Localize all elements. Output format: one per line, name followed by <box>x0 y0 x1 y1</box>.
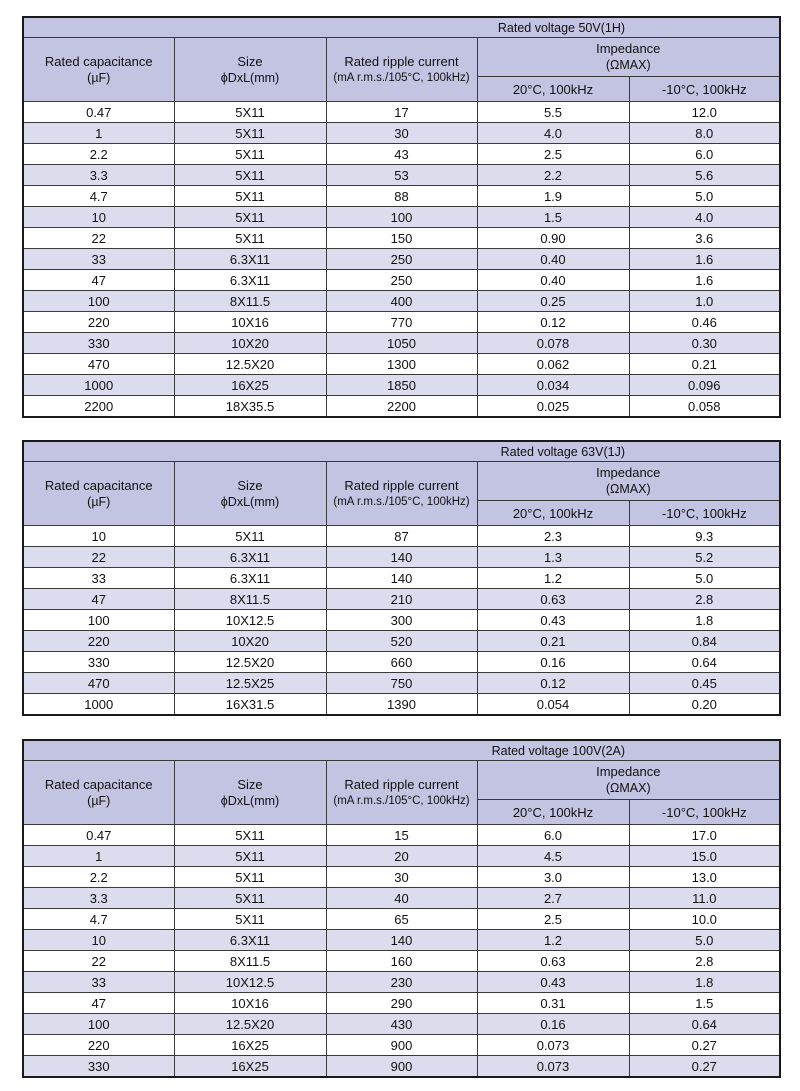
table-row <box>23 1014 780 1035</box>
cell-capacitance: 1 <box>23 123 174 144</box>
cell-capacitance: 10 <box>23 930 174 951</box>
header-impedance-minus10c: -10°C, 100kHz <box>629 800 780 825</box>
cell-capacitance: 33 <box>23 249 174 270</box>
table-row <box>23 270 780 291</box>
table-row <box>23 846 780 867</box>
cell-capacitance: 47 <box>23 270 174 291</box>
cell-impedance-20c: 1.2 <box>477 568 629 589</box>
cell-size: 5X11 <box>174 123 326 144</box>
table-title: Rated voltage 63V(1J) <box>23 441 780 462</box>
cell-ripple-current: 150 <box>326 228 477 249</box>
cell-impedance-20c: 2.5 <box>477 144 629 165</box>
cell-impedance-minus10c: 11.0 <box>629 888 780 909</box>
cell-ripple-current: 750 <box>326 673 477 694</box>
cell-impedance-20c: 5.5 <box>477 102 629 123</box>
table-row <box>23 144 780 165</box>
header-impedance-unit: (ΩMAX) <box>605 58 651 72</box>
cell-impedance-minus10c: 13.0 <box>629 867 780 888</box>
cell-ripple-current: 230 <box>326 972 477 993</box>
cell-ripple-current: 100 <box>326 207 477 228</box>
cell-impedance-minus10c: 1.6 <box>629 270 780 291</box>
cell-capacitance: 4.7 <box>23 186 174 207</box>
table-50v <box>22 16 781 418</box>
table-row <box>23 652 780 673</box>
cell-impedance-minus10c: 1.5 <box>629 993 780 1014</box>
cell-size: 12.5X20 <box>174 652 326 673</box>
table-row <box>23 631 780 652</box>
header-ripple-unit: (mA r.m.s./105°C, 100kHz) <box>333 71 470 84</box>
cell-capacitance: 3.3 <box>23 888 174 909</box>
cell-capacitance: 100 <box>23 1014 174 1035</box>
cell-ripple-current: 900 <box>326 1056 477 1078</box>
table-title: Rated voltage 50V(1H) <box>23 17 780 38</box>
cell-capacitance: 330 <box>23 333 174 354</box>
table-row <box>23 888 780 909</box>
header-impedance-minus10c: -10°C, 100kHz <box>629 501 780 526</box>
cell-size: 8X11.5 <box>174 589 326 610</box>
cell-ripple-current: 400 <box>326 291 477 312</box>
header-ripple <box>326 761 477 825</box>
table-row <box>23 610 780 631</box>
header-capacitance-unit: (µF) <box>87 793 111 808</box>
table-row <box>23 589 780 610</box>
cell-ripple-current: 17 <box>326 102 477 123</box>
header-ripple-unit: (mA r.m.s./105°C, 100kHz) <box>333 794 470 807</box>
cell-capacitance: 33 <box>23 972 174 993</box>
cell-impedance-minus10c: 0.096 <box>629 375 780 396</box>
header-size-unit: ϕDxL(mm) <box>220 70 280 85</box>
cell-impedance-minus10c: 9.3 <box>629 526 780 547</box>
cell-impedance-20c: 0.12 <box>477 312 629 333</box>
cell-impedance-20c: 0.40 <box>477 270 629 291</box>
cell-ripple-current: 160 <box>326 951 477 972</box>
table-row <box>23 867 780 888</box>
table-row <box>23 354 780 375</box>
cell-impedance-20c: 3.0 <box>477 867 629 888</box>
header-ripple-unit: (mA r.m.s./105°C, 100kHz) <box>333 495 470 508</box>
cell-ripple-current: 88 <box>326 186 477 207</box>
header-capacitance-unit: (µF) <box>87 70 111 85</box>
cell-capacitance: 220 <box>23 631 174 652</box>
cell-impedance-20c: 0.078 <box>477 333 629 354</box>
cell-capacitance: 47 <box>23 993 174 1014</box>
cell-impedance-20c: 0.63 <box>477 951 629 972</box>
header-capacitance-label: Rated capacitance <box>44 53 153 69</box>
cell-capacitance: 22 <box>23 228 174 249</box>
cell-ripple-current: 43 <box>326 144 477 165</box>
cell-size: 6.3X11 <box>174 547 326 568</box>
cell-size: 12.5X20 <box>174 354 326 375</box>
table-row <box>23 1035 780 1056</box>
cell-size: 5X11 <box>174 228 326 249</box>
cell-ripple-current: 250 <box>326 270 477 291</box>
cell-ripple-current: 1390 <box>326 694 477 716</box>
header-capacitance-unit: (µF) <box>87 494 111 509</box>
cell-impedance-20c: 0.054 <box>477 694 629 716</box>
cell-ripple-current: 65 <box>326 909 477 930</box>
cell-size: 5X11 <box>174 909 326 930</box>
cell-size: 12.5X20 <box>174 1014 326 1035</box>
header-capacitance <box>23 462 174 526</box>
cell-impedance-minus10c: 6.0 <box>629 144 780 165</box>
cell-impedance-minus10c: 0.64 <box>629 1014 780 1035</box>
cell-ripple-current: 250 <box>326 249 477 270</box>
cell-capacitance: 2.2 <box>23 867 174 888</box>
table-row <box>23 186 780 207</box>
table-row <box>23 951 780 972</box>
table-row <box>23 228 780 249</box>
cell-impedance-20c: 6.0 <box>477 825 629 846</box>
cell-capacitance: 2.2 <box>23 144 174 165</box>
cell-impedance-minus10c: 0.27 <box>629 1035 780 1056</box>
cell-capacitance: 470 <box>23 673 174 694</box>
cell-size: 5X11 <box>174 888 326 909</box>
cell-impedance-minus10c: 15.0 <box>629 846 780 867</box>
header-impedance-20c: 20°C, 100kHz <box>477 800 629 825</box>
cell-impedance-minus10c: 12.0 <box>629 102 780 123</box>
cell-size: 6.3X11 <box>174 568 326 589</box>
cell-impedance-minus10c: 5.0 <box>629 568 780 589</box>
table-row <box>23 972 780 993</box>
cell-impedance-20c: 0.63 <box>477 589 629 610</box>
cell-impedance-minus10c: 0.058 <box>629 396 780 418</box>
cell-impedance-minus10c: 1.0 <box>629 291 780 312</box>
cell-capacitance: 330 <box>23 652 174 673</box>
header-size-label: Size <box>237 53 263 69</box>
cell-ripple-current: 87 <box>326 526 477 547</box>
table-row <box>23 694 780 716</box>
table-row <box>23 207 780 228</box>
cell-size: 6.3X11 <box>174 249 326 270</box>
cell-size: 5X11 <box>174 186 326 207</box>
cell-capacitance: 0.47 <box>23 825 174 846</box>
cell-size: 16X25 <box>174 1056 326 1078</box>
cell-impedance-minus10c: 1.8 <box>629 972 780 993</box>
cell-impedance-20c: 2.2 <box>477 165 629 186</box>
header-impedance-20c: 20°C, 100kHz <box>477 501 629 526</box>
cell-capacitance: 1 <box>23 846 174 867</box>
table-row <box>23 396 780 418</box>
header-ripple-label: Rated ripple current <box>344 776 459 792</box>
cell-capacitance: 47 <box>23 589 174 610</box>
cell-capacitance: 4.7 <box>23 909 174 930</box>
cell-capacitance: 22 <box>23 547 174 568</box>
header-size <box>174 38 326 102</box>
cell-impedance-minus10c: 5.6 <box>629 165 780 186</box>
cell-impedance-20c: 0.90 <box>477 228 629 249</box>
table-row <box>23 930 780 951</box>
header-size-label: Size <box>237 477 263 493</box>
cell-ripple-current: 770 <box>326 312 477 333</box>
table-row <box>23 333 780 354</box>
cell-ripple-current: 140 <box>326 547 477 568</box>
cell-impedance-minus10c: 2.8 <box>629 951 780 972</box>
table-row <box>23 909 780 930</box>
table-row <box>23 375 780 396</box>
table-63v <box>22 440 781 716</box>
cell-impedance-20c: 0.12 <box>477 673 629 694</box>
header-impedance-unit: (ΩMAX) <box>605 482 651 496</box>
cell-impedance-minus10c: 4.0 <box>629 207 780 228</box>
cell-size: 10X12.5 <box>174 610 326 631</box>
cell-ripple-current: 30 <box>326 123 477 144</box>
cell-impedance-minus10c: 17.0 <box>629 825 780 846</box>
cell-size: 18X35.5 <box>174 396 326 418</box>
table-title: Rated voltage 100V(2A) <box>23 740 780 761</box>
cell-impedance-minus10c: 0.64 <box>629 652 780 673</box>
cell-ripple-current: 15 <box>326 825 477 846</box>
cell-impedance-20c: 0.073 <box>477 1035 629 1056</box>
cell-impedance-minus10c: 1.8 <box>629 610 780 631</box>
cell-impedance-20c: 2.5 <box>477 909 629 930</box>
cell-ripple-current: 140 <box>326 568 477 589</box>
cell-impedance-20c: 1.9 <box>477 186 629 207</box>
cell-ripple-current: 660 <box>326 652 477 673</box>
header-ripple-label: Rated ripple current <box>344 477 459 493</box>
cell-ripple-current: 1050 <box>326 333 477 354</box>
header-impedance <box>477 761 780 800</box>
cell-impedance-minus10c: 8.0 <box>629 123 780 144</box>
header-capacitance-label: Rated capacitance <box>44 776 153 792</box>
cell-size: 5X11 <box>174 102 326 123</box>
cell-size: 5X11 <box>174 867 326 888</box>
cell-ripple-current: 210 <box>326 589 477 610</box>
header-impedance-label: Impedance <box>596 465 661 480</box>
table-100v <box>22 739 781 1078</box>
cell-capacitance: 2200 <box>23 396 174 418</box>
cell-size: 8X11.5 <box>174 291 326 312</box>
cell-size: 10X16 <box>174 312 326 333</box>
table-row <box>23 1056 780 1078</box>
cell-impedance-20c: 2.3 <box>477 526 629 547</box>
cell-capacitance: 3.3 <box>23 165 174 186</box>
cell-impedance-minus10c: 0.84 <box>629 631 780 652</box>
cell-impedance-20c: 1.2 <box>477 930 629 951</box>
cell-impedance-minus10c: 0.30 <box>629 333 780 354</box>
table-row <box>23 526 780 547</box>
cell-size: 5X11 <box>174 846 326 867</box>
cell-impedance-minus10c: 2.8 <box>629 589 780 610</box>
cell-impedance-minus10c: 0.21 <box>629 354 780 375</box>
header-size <box>174 462 326 526</box>
cell-ripple-current: 900 <box>326 1035 477 1056</box>
cell-ripple-current: 430 <box>326 1014 477 1035</box>
cell-impedance-20c: 0.31 <box>477 993 629 1014</box>
cell-capacitance: 1000 <box>23 375 174 396</box>
cell-impedance-20c: 0.073 <box>477 1056 629 1078</box>
table-row <box>23 993 780 1014</box>
cell-size: 12.5X25 <box>174 673 326 694</box>
header-size-unit: ϕDxL(mm) <box>220 793 280 808</box>
cell-impedance-20c: 1.3 <box>477 547 629 568</box>
cell-size: 10X20 <box>174 333 326 354</box>
cell-impedance-20c: 0.21 <box>477 631 629 652</box>
cell-size: 5X11 <box>174 207 326 228</box>
cell-impedance-20c: 0.062 <box>477 354 629 375</box>
table-row <box>23 568 780 589</box>
cell-ripple-current: 1850 <box>326 375 477 396</box>
cell-impedance-minus10c: 10.0 <box>629 909 780 930</box>
cell-impedance-20c: 0.025 <box>477 396 629 418</box>
cell-size: 16X25 <box>174 1035 326 1056</box>
header-impedance-20c: 20°C, 100kHz <box>477 77 629 102</box>
header-impedance <box>477 38 780 77</box>
cell-size: 5X11 <box>174 165 326 186</box>
cell-impedance-minus10c: 5.0 <box>629 186 780 207</box>
cell-impedance-minus10c: 5.0 <box>629 930 780 951</box>
cell-size: 16X31.5 <box>174 694 326 716</box>
cell-size: 10X20 <box>174 631 326 652</box>
cell-capacitance: 10 <box>23 526 174 547</box>
cell-impedance-20c: 0.43 <box>477 972 629 993</box>
cell-size: 5X11 <box>174 526 326 547</box>
table-row <box>23 673 780 694</box>
header-impedance-minus10c: -10°C, 100kHz <box>629 77 780 102</box>
cell-capacitance: 330 <box>23 1056 174 1078</box>
table-row <box>23 547 780 568</box>
cell-impedance-minus10c: 0.46 <box>629 312 780 333</box>
header-capacitance-label: Rated capacitance <box>44 477 153 493</box>
header-impedance-label: Impedance <box>596 41 661 56</box>
cell-ripple-current: 290 <box>326 993 477 1014</box>
cell-capacitance: 470 <box>23 354 174 375</box>
cell-impedance-20c: 1.5 <box>477 207 629 228</box>
cell-size: 10X16 <box>174 993 326 1014</box>
cell-impedance-minus10c: 1.6 <box>629 249 780 270</box>
table-row <box>23 165 780 186</box>
cell-impedance-minus10c: 5.2 <box>629 547 780 568</box>
cell-capacitance: 100 <box>23 610 174 631</box>
header-impedance-unit: (ΩMAX) <box>605 781 651 795</box>
cell-impedance-20c: 4.0 <box>477 123 629 144</box>
cell-capacitance: 220 <box>23 1035 174 1056</box>
cell-impedance-20c: 0.16 <box>477 652 629 673</box>
header-capacitance <box>23 38 174 102</box>
cell-impedance-20c: 0.40 <box>477 249 629 270</box>
cell-impedance-20c: 0.034 <box>477 375 629 396</box>
cell-impedance-20c: 0.25 <box>477 291 629 312</box>
cell-capacitance: 1000 <box>23 694 174 716</box>
cell-capacitance: 0.47 <box>23 102 174 123</box>
header-ripple <box>326 462 477 526</box>
table-row <box>23 825 780 846</box>
cell-ripple-current: 30 <box>326 867 477 888</box>
cell-impedance-minus10c: 0.45 <box>629 673 780 694</box>
header-ripple-label: Rated ripple current <box>344 53 459 69</box>
cell-impedance-minus10c: 0.20 <box>629 694 780 716</box>
cell-ripple-current: 2200 <box>326 396 477 418</box>
table-row <box>23 312 780 333</box>
cell-impedance-minus10c: 0.27 <box>629 1056 780 1078</box>
cell-impedance-20c: 0.16 <box>477 1014 629 1035</box>
cell-size: 16X25 <box>174 375 326 396</box>
cell-size: 6.3X11 <box>174 930 326 951</box>
header-impedance-label: Impedance <box>596 764 661 779</box>
cell-ripple-current: 300 <box>326 610 477 631</box>
cell-ripple-current: 1300 <box>326 354 477 375</box>
table-row <box>23 249 780 270</box>
cell-impedance-minus10c: 3.6 <box>629 228 780 249</box>
table-row <box>23 102 780 123</box>
cell-capacitance: 220 <box>23 312 174 333</box>
cell-ripple-current: 520 <box>326 631 477 652</box>
header-size <box>174 761 326 825</box>
header-size-label: Size <box>237 776 263 792</box>
header-capacitance <box>23 761 174 825</box>
cell-ripple-current: 53 <box>326 165 477 186</box>
header-impedance <box>477 462 780 501</box>
cell-capacitance: 100 <box>23 291 174 312</box>
cell-ripple-current: 140 <box>326 930 477 951</box>
cell-capacitance: 22 <box>23 951 174 972</box>
cell-size: 10X12.5 <box>174 972 326 993</box>
cell-impedance-20c: 2.7 <box>477 888 629 909</box>
cell-capacitance: 10 <box>23 207 174 228</box>
cell-capacitance: 33 <box>23 568 174 589</box>
cell-size: 6.3X11 <box>174 270 326 291</box>
cell-impedance-20c: 4.5 <box>477 846 629 867</box>
cell-ripple-current: 20 <box>326 846 477 867</box>
table-row <box>23 123 780 144</box>
cell-ripple-current: 40 <box>326 888 477 909</box>
header-ripple <box>326 38 477 102</box>
header-size-unit: ϕDxL(mm) <box>220 494 280 509</box>
cell-size: 5X11 <box>174 825 326 846</box>
cell-size: 8X11.5 <box>174 951 326 972</box>
cell-size: 5X11 <box>174 144 326 165</box>
cell-impedance-20c: 0.43 <box>477 610 629 631</box>
table-row <box>23 291 780 312</box>
